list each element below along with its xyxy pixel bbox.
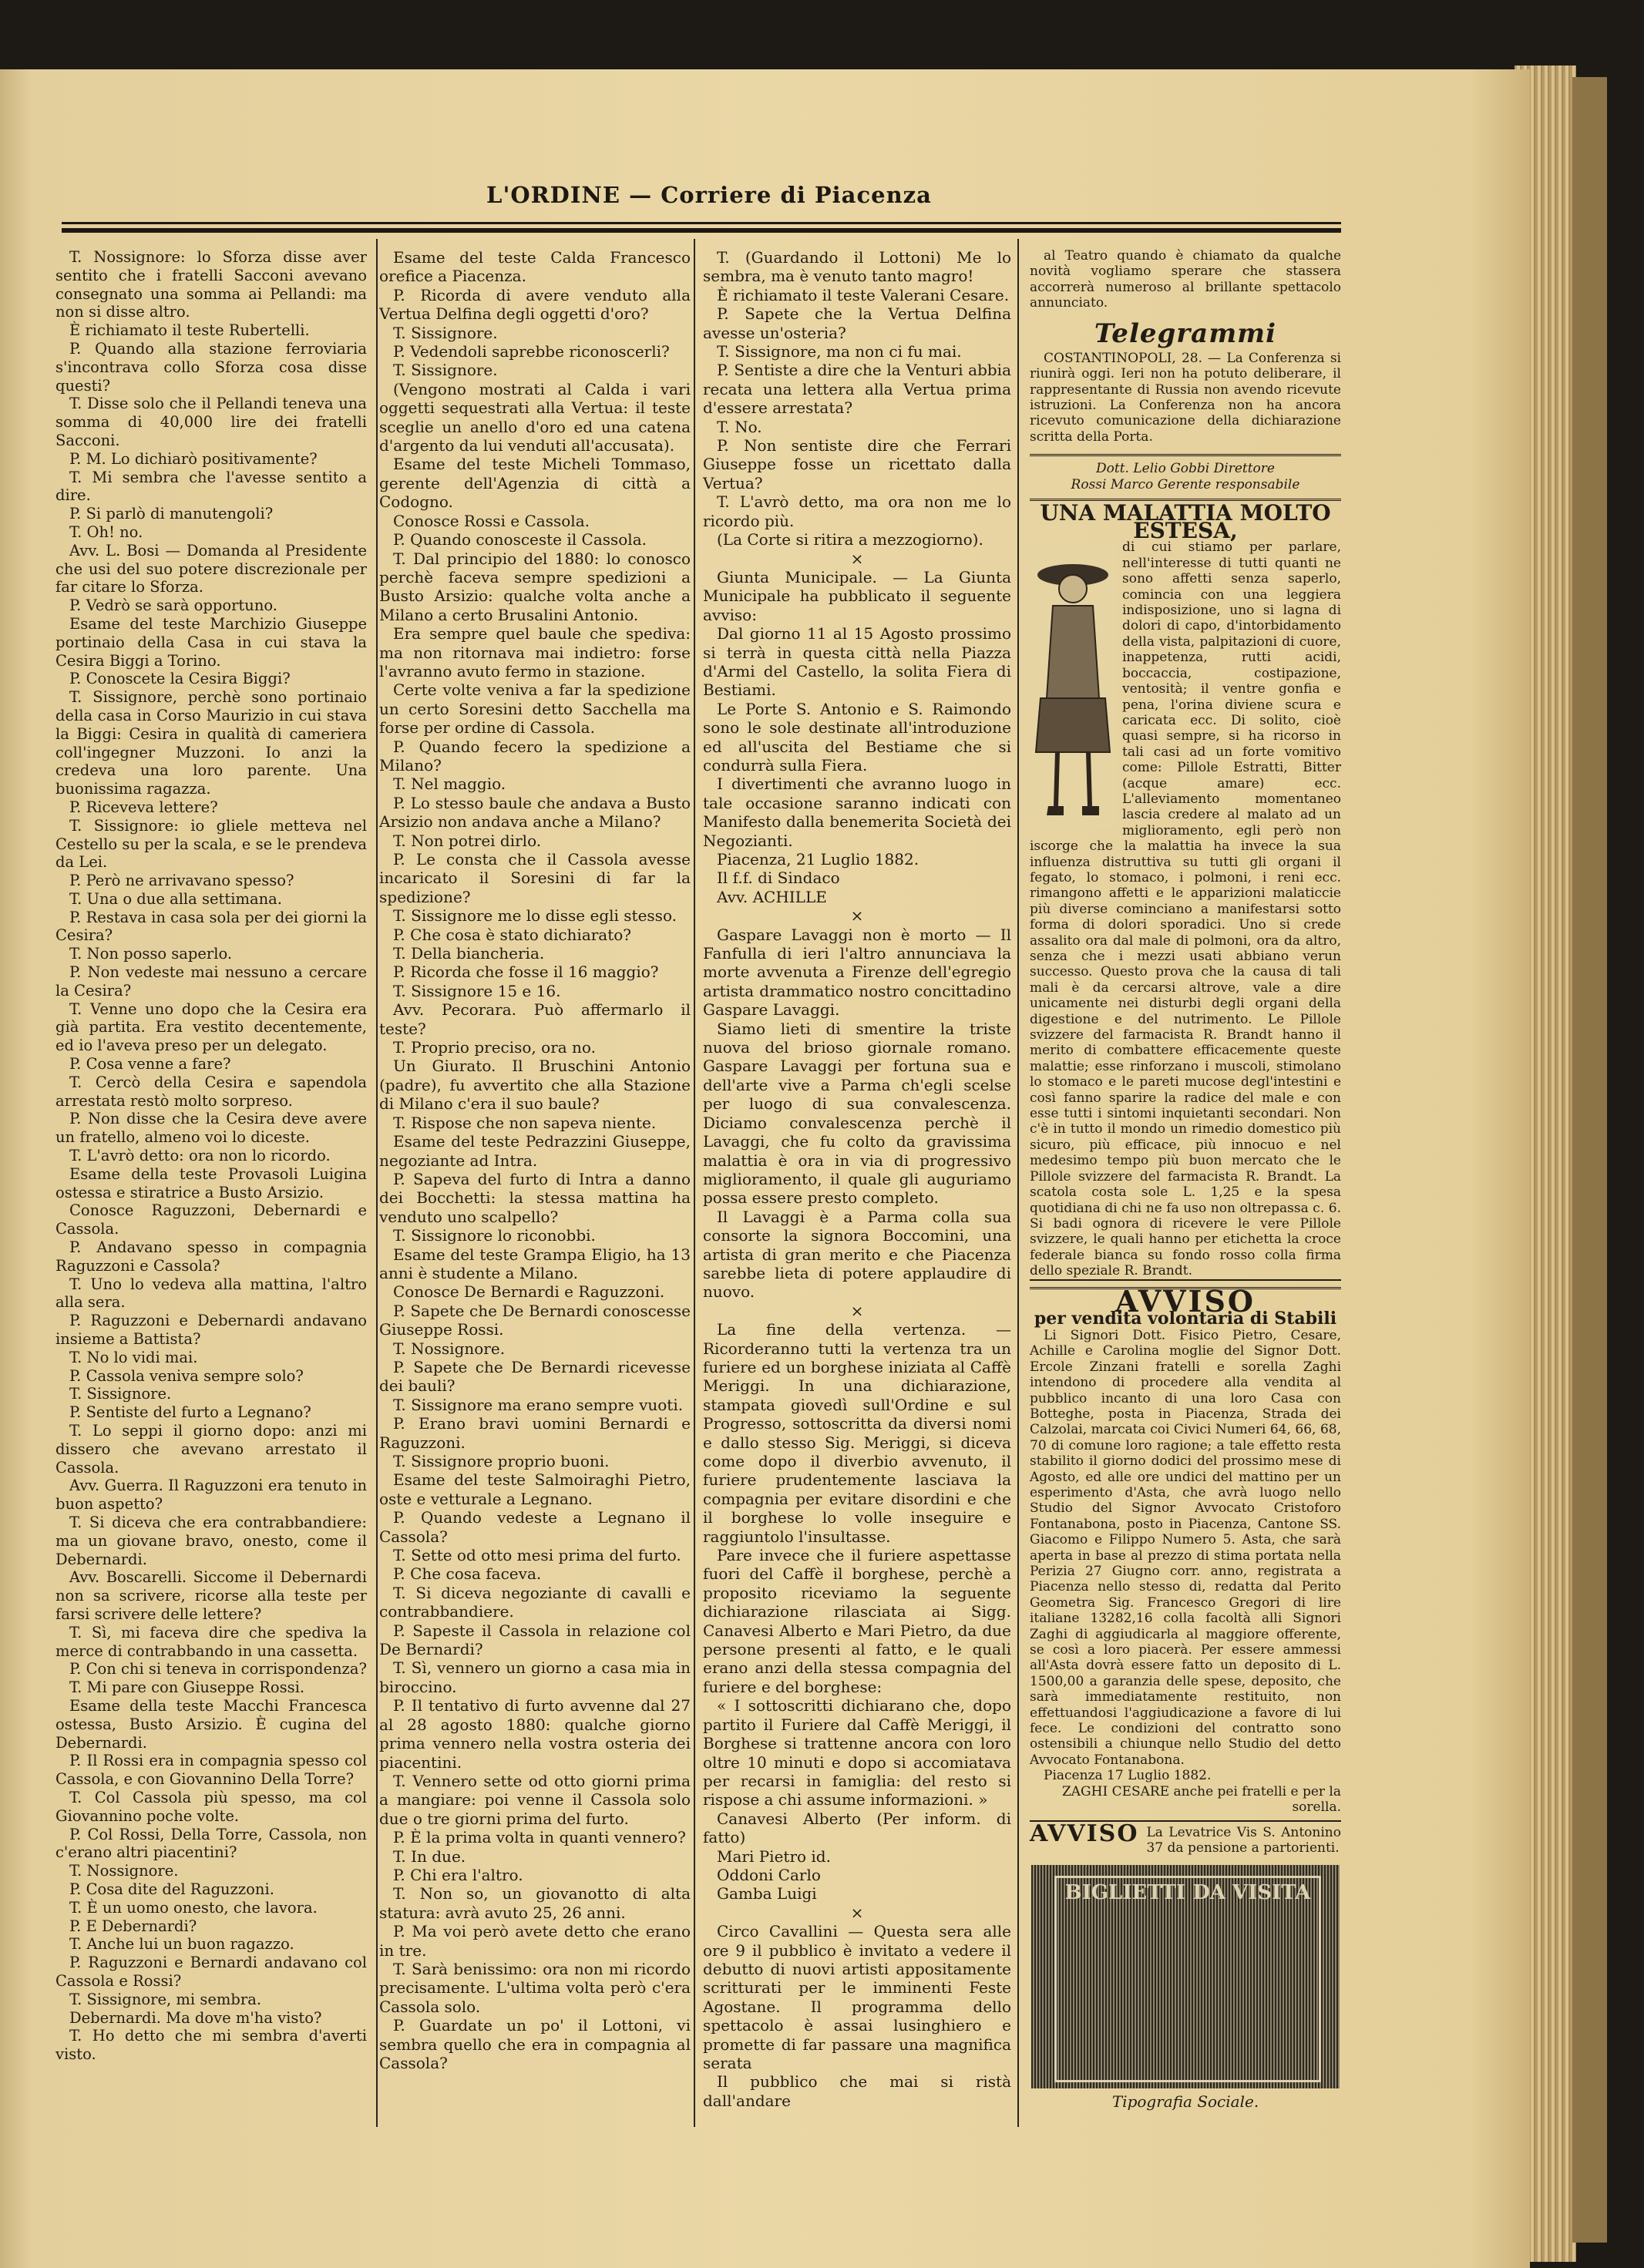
col1-paragraph: P. Vedrò se sarà opportuno. xyxy=(69,596,277,615)
book-spine-edge xyxy=(1572,77,1607,2243)
col2-paragraph: P. Quando conosceste il Cassola. xyxy=(393,530,647,549)
col2-paragraph: T. In due. xyxy=(393,1846,466,1866)
col2-paragraph: Esame del teste Salmoiraghi Pietro, oste e vetturale a Legnano. xyxy=(379,1470,691,1508)
director-line: Dott. Lelio Gobbi Direttore xyxy=(1096,461,1275,477)
col1-paragraph: T. Mi sembra che l'avesse sentito a dire. xyxy=(55,468,367,505)
col1-paragraph: P. Cassola veniva sempre solo? xyxy=(69,1366,304,1385)
col2-paragraph: T. Non so, un giovanotto di alta statura: avrà avuto 25, 26 anni. xyxy=(379,1884,691,1922)
col1-paragraph: Esame della teste Provasoli Luigina ostessa e stiratrice a Busto Arsizio. xyxy=(55,1164,367,1201)
col1-paragraph: P. Sentiste del furto a Legnano? xyxy=(69,1403,311,1422)
col1-paragraph: T. Sissignore: io gliele metteva nel Cestello su per la scala, e se le prendeva da Lei. xyxy=(55,816,367,872)
col3-paragraph: (La Corte si ritira a mezzogiorno). xyxy=(717,530,983,549)
col1-paragraph: T. L'avrò detto: ora non lo ricordo. xyxy=(69,1147,331,1165)
col3-paragraph: Piacenza, 21 Luglio 1882. xyxy=(717,850,919,869)
business-card-engraving xyxy=(1031,1865,1340,2088)
col1-paragraph: T. Nossignore. xyxy=(69,1862,179,1880)
col2-paragraph: Era sempre quel baule che spediva: ma non ritornava mai indietro: forse l'avranno avuto fermo in stazione. xyxy=(379,624,691,680)
column-divider-1 xyxy=(376,239,378,2127)
sale-notice-date: Piacenza 17 Luglio 1882. xyxy=(1044,1768,1212,1784)
col3-paragraph: × xyxy=(850,906,864,926)
sale-notice-signature: ZAGHI CESARE anche pei fratelli e per la sorella. xyxy=(1061,1783,1341,1816)
col1-paragraph: T. Disse solo che il Pellandi teneva una somma di 40,000 lire dei fratelli Sacconi. xyxy=(55,395,367,449)
col3-paragraph: T. (Guardando il Lottoni) Me lo sembra, ma è venuto tanto magro! xyxy=(703,248,1011,286)
col1-paragraph: P. Quando alla stazione ferroviaria s'incontrava collo Sforza cosa disse questi? xyxy=(55,339,367,395)
col3-paragraph: « I sottoscritti dichiarano che, dopo partito il Furiere dal Caffè Meriggi, il Borghese si trattenne ancora con loro oltre 10 minuti e dopo si accomiatava per recarsi in famiglia: del resto si rispose a chi assume informazioni. » xyxy=(703,1696,1011,1809)
pills-advert xyxy=(1030,499,1341,1280)
col3-paragraph: Pare invece che il furiere aspettasse fuori del Caffè il borghese, perchè a proposito riceviamo la seguente dichiarazione rilasciata ai Sigg. Canavesi Alberto e Mari Pietro, da due persone presenti al fatto, e le quali erano anzi della stessa compagnia del furiere e del borghese: xyxy=(703,1546,1011,1696)
col2-paragraph: T. Sette od otto mesi prima del furto. xyxy=(393,1546,681,1565)
col3-paragraph: Oddoni Carlo xyxy=(717,1865,821,1884)
telegrams-title: Telegrammi xyxy=(1094,318,1277,349)
col1-paragraph: P. Cosa dite del Raguzzoni. xyxy=(69,1880,274,1898)
sale-notice xyxy=(1030,1283,1341,1816)
col1-paragraph: T. Cercò della Cesira e sapendola arrestata restò molto sorpreso. xyxy=(55,1073,367,1110)
col2-paragraph: Esame del teste Pedrazzini Giuseppe, negoziante ad Intra. xyxy=(379,1132,691,1170)
col3-paragraph: P. Non sentiste dire che Ferrari Giuseppe fosse un ricettato dalla Vertua? xyxy=(703,436,1011,492)
col2-paragraph: P. Ma voi però avete detto che erano in tre. xyxy=(379,1922,691,1960)
advert-title: UNA MALATTIA MOLTO ESTESA, xyxy=(1040,500,1331,544)
col2-paragraph: Esame del teste Calda Francesco orefice a Piacenza. xyxy=(379,248,691,286)
col1-paragraph: P. Non vedeste mai nessuno a cercare la Cesira? xyxy=(55,963,367,1000)
column-divider-3 xyxy=(1017,239,1019,2127)
col2-paragraph: T. Si diceva negoziante di cavalli e contrabbandiere. xyxy=(379,1583,691,1621)
col3-paragraph: Gaspare Lavaggi non è morto — Il Fanfulla di ieri l'altro annunciava la morte avvenuta a Firenze dell'egregio artista drammatico nostro concittadino Gaspare Lavaggi. xyxy=(703,925,1011,1020)
col2-paragraph: P. Ricorda di avere venduto alla Vertua Delfina degli oggetti d'oro? xyxy=(379,285,691,324)
col2-paragraph: T. Sissignore. xyxy=(393,361,498,380)
col2-paragraph: T. Non potrei dirlo. xyxy=(393,831,542,850)
col1-paragraph: T. Sì, mi faceva dire che spediva la merce di contrabbando in una cassetta. xyxy=(55,1623,367,1660)
col1-paragraph: P. Col Rossi, Della Torre, Cassola, non c'erano altri piacentini? xyxy=(55,1825,367,1862)
column-2 xyxy=(379,248,691,2072)
col2-paragraph: T. Sissignore. xyxy=(393,323,498,342)
col2-paragraph: T. Sissignore lo riconobbi. xyxy=(393,1226,596,1245)
col1-paragraph: Avv. Guerra. Il Raguzzoni era tenuto in buon aspetto? xyxy=(55,1477,367,1514)
col2-paragraph: T. Vennero sette od otto giorni prima a mangiare: poi venne il Cassola solo due o tre giorni prima del furto. xyxy=(379,1771,691,1828)
col1-paragraph: T. Anche lui un buon ragazzo. xyxy=(69,1935,294,1954)
col2-paragraph: T. Sissignore me lo disse egli stesso. xyxy=(393,906,677,926)
col3-paragraph: I divertimenti che avranno luogo in tale occasione saranno indicati con Manifesto dalla benemerita Società dei Negozianti. xyxy=(703,774,1011,850)
col1-paragraph: P. E Debernardi? xyxy=(69,1917,197,1935)
col2-paragraph: T. Sissignore 15 e 16. xyxy=(393,981,561,1000)
credits-box xyxy=(1030,454,1341,492)
midwife-notice-text: La Levatrice Vis S. Antonino 37 da pensione a partorienti. xyxy=(1146,1824,1341,1856)
col3-paragraph: P. Sapete che la Vertua Delfina avesse un'osteria? xyxy=(703,304,1011,342)
col1-paragraph: T. Oh! no. xyxy=(69,522,143,541)
col1-paragraph: P. Raguzzoni e Bernardi andavano col Cassola e Rossi? xyxy=(55,1954,367,1990)
midwife-notice xyxy=(1030,1820,1341,1856)
col2-paragraph: T. Dal principio del 1880: lo conosco perchè faceva sempre spedizioni a Busto Arsizio: qualche volta anche a Milano a certo Brusalini Antonio. xyxy=(379,549,691,624)
column-3 xyxy=(703,248,1011,2110)
col2-paragraph: (Vengono mostrati al Calda i vari oggetti sequestrati alla Vertua: il teste sceglie un anello d'oro ed una catena d'argento da lui venduti all'accusata). xyxy=(379,379,691,455)
col3-paragraph: Dal giorno 11 al 15 Agosto prossimo si terrà in questa città nella Piazza d'Armi del Castello, la solita Fiera di Bestiami. xyxy=(703,624,1011,700)
col1-paragraph: Conosce Raguzzoni, Debernardi e Cassola. xyxy=(55,1201,367,1238)
col3-paragraph: Il f.f. di Sindaco xyxy=(717,869,840,888)
col1-paragraph: T. Una o due alla settimana. xyxy=(69,889,282,908)
engraving-text: BIGLIETTI DA VISITA xyxy=(1054,1876,1321,2082)
col2-paragraph: Certe volte veniva a far la spedizione un certo Soresini detto Sacchella ma forse per ordine di Cassola. xyxy=(379,680,691,738)
col2-paragraph: T. Rispose che non sapeva niente. xyxy=(393,1113,657,1132)
col3-paragraph: È richiamato il teste Valerani Cesare. xyxy=(717,285,1010,304)
col2-paragraph: P. È la prima volta in quanti vennero? xyxy=(393,1828,686,1847)
col3-paragraph: T. L'avrò detto, ma ora non me lo ricordo più. xyxy=(703,492,1011,530)
col1-paragraph: T. Si diceva che era contrabbandiere: ma un giovane bravo, onesto, come il Debernardi. xyxy=(55,1513,367,1568)
midwife-notice-title: AVVISO xyxy=(1030,1819,1139,1847)
col1-paragraph: T. Sissignore, perchè sono portinaio della casa in Corso Maurizio in cui stava la Biggi: Cesira in qualità di cameriera coll'ingegner Muzzoni. Io anzi la credeva una loro parente. Una buonissima ragazza. xyxy=(55,688,367,798)
col1-paragraph: P. Raguzzoni e Debernardi andavano insieme a Battista? xyxy=(55,1312,367,1349)
col2-paragraph: T. Nossignore. xyxy=(393,1339,506,1358)
col3-paragraph: Gamba Luigi xyxy=(717,1884,817,1903)
col2-paragraph: P. Ricorda che fosse il 16 maggio? xyxy=(393,963,659,982)
col1-paragraph: P. Non disse che la Cesira deve avere un fratello, almeno voi lo diceste. xyxy=(55,1110,367,1147)
col1-paragraph: Debernardi. Ma dove m'ha visto? xyxy=(69,2008,322,2027)
col2-paragraph: T. Della biancheria. xyxy=(393,944,545,963)
column-4 xyxy=(1030,248,1341,2112)
col3-paragraph: × xyxy=(850,1903,864,1922)
col1-paragraph: P. Si parlò di manutengoli? xyxy=(69,505,274,523)
col2-paragraph: Conosce De Bernardi e Raguzzoni. xyxy=(393,1282,665,1302)
telegrams-text: COSTANTINOPOLI, 28. — La Conferenza si riunirà oggi. Ieri non ha potuto deliberare, il rappresentante di Russia non avendo ricevute istruzioni. La Conferenza non ha ancora ricevuto comunicazione della dichiarazione scritta della Porta. xyxy=(1030,350,1341,445)
col1-paragraph: P. Il Rossi era in compagnia spesso col Cassola, e con Giovannino Della Torre? xyxy=(55,1752,367,1789)
manager-line: Rossi Marco Gerente responsabile xyxy=(1071,476,1300,492)
col1-paragraph: P. Riceveva lettere? xyxy=(69,798,218,816)
advert-text: di cui stiamo per parlare, nell'interesse di tutti quanti ne sono affetti senza saperlo, comincia con una leggiera indisposizione, uno si lagna di dolori di capo, d'intorbidamento della vista, palpitazioni di cuore, inappetenza, rutti acidi, boccaccia, costipazione, ventosità; il ventre gonfia e pena, l'orina diviene scura e caricata ecc. Di solito, cioè quasi sempre, si ha ricorso in tali casi ad un forte vomitivo come: Pillole Estratti, Bitter (acque amare) ecc. L'alleviamento momentaneo lascia credere al malato ad un miglioramento, egli però non iscorge che la malattia ha invece la sua influenza distruttiva su tutti gli organi il fegato, lo stomaco, i polmoni, i reni ecc. rimangono affetti e le apparizioni malaticcie più diverse cominciano a manifestarsi sotto forma di dolori sporadici. Uno si crede assalito ora dal male di polmoni, ora da altro, senza che i mezzi usati abbiano verun successo. Questo prova che la causa di tali mali è da cercarsi altrove, vale a dire unicamente nei disturbi degli organi della digestione e del nutrimento. Le Pillole svizzere del farmacista R. Brandt hanno il merito di combattere efficacemente queste malattie; esse rinforzano i muscoli, stimolano lo stomaco e le pareti mucose degl'intestini e così fanno sparire la radice del male e con esse tutti i sintomi inquietanti secondari. Non c'è in tutto il mondo un rimedio domestico più sicuro, più efficace, più innocuo e nel medesimo tempo più buon mercato che le Pillole svizzere del farmacista R. Brandt. La scatola costa sole L. 1,25 e la spesa quotidiana di chi ne fa uso non oltrepassa c. 6. Si badi ognora di ricevere le vere Pillole svizzere, le quali hanno per etichetta la croce federale bianca su fondo rosso colla firma dello speziale R. Brandt. xyxy=(1030,539,1341,1279)
col1-paragraph: T. Non posso saperlo. xyxy=(69,945,233,963)
column-divider-2 xyxy=(694,239,695,2127)
col2-paragraph: P. Che cosa è stato dichiarato? xyxy=(393,925,632,944)
col2-paragraph: Avv. Pecorara. Può affermarlo il teste? xyxy=(379,1000,691,1038)
col1-paragraph: P. Con chi si teneva in corrispondenza? xyxy=(69,1660,367,1678)
col1-paragraph: P. Conoscete la Cesira Biggi? xyxy=(69,670,291,688)
col1-paragraph: Esame del teste Marchizio Giuseppe portinaio della Casa in cui stava la Cesira Biggi a Torino. xyxy=(55,614,367,670)
col2-paragraph: T. Sissignore proprio buoni. xyxy=(393,1452,610,1470)
col3-paragraph: T. Sissignore, ma non ci fu mai. xyxy=(717,342,962,361)
col2-paragraph: P. Erano bravi uomini Bernardi e Raguzzoni. xyxy=(379,1414,691,1452)
col3-paragraph: La fine della vertenza. — Ricorderanno tutti la vertenza tra un furiere ed un borghese iniziata al Caffè Meriggi. In una dichiarazione, stampata giovedì sull'Ordine e sul Progresso, sottoscritta da diversi nomi e dallo stesso Sig. Meriggi, si diceva come dopo il diverbio avvenuto, il furiere prudentemente lasciava la compagnia per evitare disordini e che il borghese lo volle inseguire e raggiuntolo l'insultasse. xyxy=(703,1320,1011,1546)
col2-paragraph: Un Giurato. Il Bruschini Antonio (padre), fu avvertito che alla Stazione di Milano c'era il suo baule? xyxy=(379,1057,691,1114)
col2-paragraph: P. Guardate un po' il Lottoni, vi sembra quello che era in compagnia al Cassola? xyxy=(379,2016,691,2072)
col3-paragraph: Canavesi Alberto (Per inform. di fatto) xyxy=(703,1809,1011,1847)
col2-paragraph: T. Proprio preciso, ora no. xyxy=(393,1038,596,1057)
col1-paragraph: T. Venne uno dopo che la Cesira era già partita. Era vestito decentemente, ed io l'aveva preso per un delegato. xyxy=(55,1000,367,1055)
col2-paragraph: P. Quando fecero la spedizione a Milano? xyxy=(379,737,691,774)
col1-paragraph: T. Nossignore: lo Sforza disse aver sentito che i fratelli Sacconi avevano consegnato una somma ai Pellandi: ma non si disse altro. xyxy=(55,248,367,321)
header-rule-thick xyxy=(62,228,1341,233)
col2-paragraph: P. Sapeste il Cassola in relazione col De Bernardi? xyxy=(379,1621,691,1659)
col2-paragraph: Esame del teste Grampa Eligio, ha 13 anni è studente a Milano. xyxy=(379,1245,691,1282)
col1-paragraph: T. Uno lo vedeva alla mattina, l'altro alla sera. xyxy=(55,1275,367,1312)
col2-paragraph: T. Sì, vennero un giorno a casa mia in biroccino. xyxy=(379,1658,691,1696)
theatre-lead: al Teatro quando è chiamato da qualche novità vogliamo sperare che stassera accorrerà numeroso al brillante spettacolo annunciato. xyxy=(1030,248,1341,311)
col1-paragraph: P. Però ne arrivavano spesso? xyxy=(69,872,294,890)
col2-paragraph: T. Nel maggio. xyxy=(393,774,506,794)
col2-paragraph: P. Sapete che De Bernardi ricevesse dei bauli? xyxy=(379,1357,691,1396)
col1-paragraph: P. Restava in casa sola per dei giorni la Cesira? xyxy=(55,908,367,945)
col3-paragraph: Siamo lieti di smentire la triste nuova del brioso giornale romano. Gaspare Lavaggi per fortuna sua e dell'arte vive a Parma ch'egli scelse per luogo di sua convalescenza. Diciamo convalescenza perchè il Lavaggi, che fu colto da gravissima malattia è ora in via di progressivo miglioramento, il quale gli auguriamo possa essere presto completo. xyxy=(703,1019,1011,1208)
col1-paragraph: T. No lo vidi mai. xyxy=(69,1348,198,1366)
col2-paragraph: P. Sapete che De Bernardi conoscesse Giuseppe Rossi. xyxy=(379,1301,691,1339)
sale-notice-subtitle: per vendita volontaria di Stabili xyxy=(1034,1308,1337,1329)
col2-paragraph: P. Le consta che il Cassola avesse incaricato il Soresini di far la spedizione? xyxy=(379,850,691,906)
printer-footer: Tipografia Sociale. xyxy=(1111,2092,1259,2112)
col3-paragraph: Circo Cavallini — Questa sera alle ore 9 il pubblico è invitato a vedere il debutto di nuovi artisti appositamente scritturati per le imminenti Feste Agostane. Il programma dello spettacolo è assai lusinghiero e promette di far passare una magnifica serata xyxy=(703,1922,1011,2072)
sale-notice-text: Li Signori Dott. Fisico Pietro, Cesare, Achille e Carolina moglie del Signor Dott. Ercole Zinzani fratelli e sorella Zaghi intendono di procedere alla vendita al pubblico incanto di una loro Casa con Botteghe, posta in Piacenza, Strada dei Calzolai, marcata coi Civici Numeri 64, 66, 68, 70 di comune loro ragione; a tale effetto resta stabilito il giorno dodici del prossimo mese di Agosto, ed alle ore undici del mattino per un esperimento d'Asta, che avrà luogo nello Studio del Signor Avvocato Cristoforo Fontanabona, posto in Piacenza, Cantone SS. Giacomo e Filippo Numero 5. Asta, che sarà aperta in base al prezzo di stima portata nella Perizia 27 Giugno corr. anno, registrata a Piacenza nello stesso di, redatta dal Perito Geometra Sig. Francesco Gregori di lire italiane 13282,16 colla facoltà alli Signori Zaghi di aggiudicarla al maggiore offerente, se così a loro piacerà. Per essere ammessi all'Asta dovrà essere fatto un deposito di L. 1500,00 a garanzia delle spese, deposito, che sarà immediatamente restituito, non effettuandosi l'aggiudicazione a favore di lui fece. Le condizioni del contratto sono ostensibili a chiunque nello Studio del detto Avvocato Fontanabona. xyxy=(1030,1327,1341,1768)
col2-paragraph: T. Sissignore ma erano sempre vuoti. xyxy=(393,1395,684,1414)
col1-paragraph: T. Sissignore. xyxy=(69,1385,172,1403)
col2-paragraph: P. Sapeva del furto di Intra a danno dei Bocchetti: la stessa mattina ha venduto uno scalpello? xyxy=(379,1169,691,1226)
col3-paragraph: T. No. xyxy=(717,417,762,436)
col3-paragraph: × xyxy=(850,1301,864,1320)
col3-paragraph: P. Sentiste a dire che la Venturi abbia recata una lettera alla Vertua prima d'essere arrestata? xyxy=(703,361,1011,418)
col1-paragraph: Esame della teste Macchi Francesca ostessa, Busto Arsizio. È cugina del Debernardi. xyxy=(55,1696,367,1752)
col2-paragraph: Esame del teste Micheli Tommaso, gerente dell'Agenzia di città a Codogno. xyxy=(379,455,691,512)
col2-paragraph: T. Sarà benissimo: ora non mi ricordo precisamente. L'ultima volta però c'era Cassola solo. xyxy=(379,1959,691,2016)
col1-paragraph: T. Lo seppi il giorno dopo: anzi mi dissero che avevano arrestato il Cassola. xyxy=(55,1422,367,1477)
col1-paragraph: P. Andavano spesso in compagnia Raguzzoni e Cassola? xyxy=(55,1238,367,1275)
col2-paragraph: P. Chi era l'altro. xyxy=(393,1865,523,1884)
col1-paragraph: P. M. Lo dichiarò positivamente? xyxy=(69,449,318,468)
col3-paragraph: Il pubblico che mai si ristà dall'andare xyxy=(703,2072,1011,2110)
col3-paragraph: Le Porte S. Antonio e S. Raimondo sono le sole destinate all'introduzione ed all'uscita del Bestiame che si condurrà sulla Fiera. xyxy=(703,699,1011,774)
col1-paragraph: T. Mi pare con Giuseppe Rossi. xyxy=(69,1678,305,1697)
col3-paragraph: Il Lavaggi è a Parma colla sua consorte la signora Boccomini, una artista di gran merito e che Piacenza sarebbe lieta di potere applaudire di nuovo. xyxy=(703,1207,1011,1302)
col1-paragraph: T. Col Cassola più spesso, ma col Giovannino poche volte. xyxy=(55,1788,367,1825)
col2-paragraph: P. Che cosa faceva. xyxy=(393,1564,542,1584)
col2-paragraph: P. Lo stesso baule che andava a Busto Arsizio non andava anche a Milano? xyxy=(379,793,691,832)
col2-paragraph: P. Quando vedeste a Legnano il Cassola? xyxy=(379,1508,691,1546)
col1-paragraph: T. Ho detto che mi sembra d'averti visto. xyxy=(55,2027,367,2064)
col1-paragraph: P. Cosa venne a fare? xyxy=(69,1055,231,1074)
col3-paragraph: Mari Pietro id. xyxy=(717,1846,831,1866)
girl-illustration-icon xyxy=(1030,544,1116,829)
col1-paragraph: T. Sissignore, mi sembra. xyxy=(69,1990,262,2008)
sale-notice-title: AVVISO xyxy=(1114,1283,1256,1319)
col1-paragraph: È richiamato il teste Rubertelli. xyxy=(69,321,310,340)
col1-paragraph: Avv. Boscarelli. Siccome il Debernardi non sa scrivere, ricorse alla teste per farsi scrivere delle lettere? xyxy=(55,1568,367,1623)
col2-paragraph: P. Vedendoli saprebbe riconoscerli? xyxy=(393,342,670,361)
col3-paragraph: Giunta Municipale. — La Giunta Municipale ha pubblicato il seguente avviso: xyxy=(703,567,1011,624)
col3-paragraph: × xyxy=(850,549,864,568)
header-rule xyxy=(62,222,1341,224)
column-1 xyxy=(55,248,367,2064)
col2-paragraph: Conosce Rossi e Cassola. xyxy=(393,511,590,530)
col1-paragraph: Avv. L. Bosi — Domanda al Presidente che usi del suo potere discrezionale per far citare lo Sforza. xyxy=(55,541,367,596)
col3-paragraph: Avv. ACHILLE xyxy=(717,887,827,906)
col1-paragraph: T. È un uomo onesto, che lavora. xyxy=(69,1898,318,1917)
col2-paragraph: P. Il tentativo di furto avvenne dal 27 al 28 agosto 1880: qualche giorno prima vennero nella vostra osteria dei piacentini. xyxy=(379,1696,691,1772)
masthead: L'ORDINE — Corriere di Piacenza xyxy=(486,182,932,208)
